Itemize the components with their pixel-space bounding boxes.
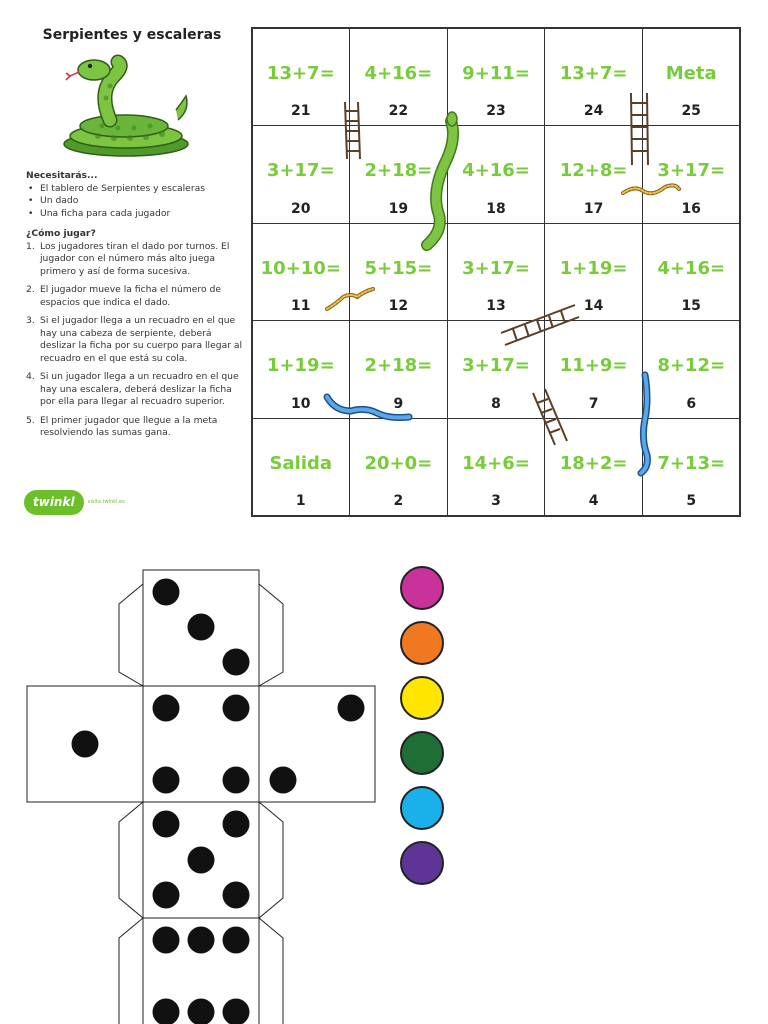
square-equation: 2+18= xyxy=(364,355,433,377)
square-number: 24 xyxy=(583,103,604,120)
board-square-7 xyxy=(544,320,643,419)
square-equation: 10+10= xyxy=(260,257,341,279)
die-pip xyxy=(223,767,250,794)
board-square-9 xyxy=(349,320,448,419)
board-square-24 xyxy=(544,28,643,127)
how-steps xyxy=(26,241,246,440)
step-text: El primer jugador que llegue a la meta resolviendo las sumas gana. xyxy=(40,414,218,438)
square-equation: 11+9= xyxy=(559,355,628,377)
board-square-11 xyxy=(252,223,351,322)
square-equation: 12+8= xyxy=(559,160,628,182)
square-equation: Meta xyxy=(665,62,717,84)
needs-heading: Necesitarás... xyxy=(26,170,98,181)
step-text: Si el jugador llega a un recuadro en el que hay una cabeza de serpiente, deberá deslizar la ficha por su cuerpo para llegar al recuadro en el que está su cola. xyxy=(40,315,243,364)
needs-item: • Un dado xyxy=(26,195,246,208)
die-pip xyxy=(223,811,250,838)
die-pip xyxy=(270,767,297,794)
die-pip xyxy=(153,811,180,838)
twinkl-logo xyxy=(24,488,125,516)
square-equation: 1+19= xyxy=(559,257,628,279)
board-square-1 xyxy=(252,418,351,517)
board-square-5 xyxy=(642,418,741,517)
square-number: 1 xyxy=(295,493,306,510)
square-number: 9 xyxy=(393,395,404,412)
square-number: 7 xyxy=(588,395,599,412)
board-square-14 xyxy=(544,223,643,322)
needs-list xyxy=(26,183,246,221)
die-pip xyxy=(153,579,180,606)
needs-item: • Una ficha para cada jugador xyxy=(26,208,246,221)
square-equation: 3+17= xyxy=(462,355,530,377)
step-number: 5. xyxy=(26,414,35,426)
square-equation: Salida xyxy=(269,452,333,474)
board-square-8 xyxy=(447,320,546,419)
die-pip xyxy=(223,927,250,954)
glue-tab xyxy=(259,918,283,1024)
square-equation: 18+2= xyxy=(559,452,628,474)
board-square-21 xyxy=(252,28,351,127)
how-step xyxy=(26,415,246,440)
board-square-6 xyxy=(642,320,741,419)
square-equation: 20+0= xyxy=(364,452,433,474)
board-square-4 xyxy=(544,418,643,517)
square-number: 18 xyxy=(486,200,506,217)
square-number: 20 xyxy=(291,200,311,217)
square-number: 2 xyxy=(393,493,404,510)
glue-tab xyxy=(259,584,283,686)
die-pip xyxy=(188,614,215,641)
square-number: 3 xyxy=(491,493,501,510)
step-number: 4. xyxy=(26,371,35,382)
square-equation: 13+7= xyxy=(559,62,628,84)
step-number: 2. xyxy=(26,284,35,295)
board-square-22 xyxy=(349,28,448,127)
step-text: Los jugadores tiran el dado por turnos. El jugador con el número más alto juega primero y así de forma sucesiva. xyxy=(40,240,230,277)
board-square-12 xyxy=(349,223,448,322)
board-square-25 xyxy=(642,28,741,127)
board-square-15 xyxy=(642,223,741,322)
board-square-20 xyxy=(252,125,351,224)
die-pip xyxy=(223,649,250,676)
how-heading: ¿Cómo jugar? xyxy=(26,228,96,239)
player-token xyxy=(400,676,444,720)
board-square-17 xyxy=(544,125,643,224)
board-square-18 xyxy=(447,125,546,224)
snake-illustration xyxy=(58,52,198,160)
square-number: 4 xyxy=(588,493,599,510)
board-square-19 xyxy=(349,125,448,224)
how-step xyxy=(26,315,246,365)
glue-tab xyxy=(119,802,143,918)
player-token xyxy=(400,786,444,830)
player-token xyxy=(400,841,444,885)
board-square-3 xyxy=(447,418,546,517)
glue-tab xyxy=(119,584,143,686)
die-pip xyxy=(153,882,180,909)
square-number: 17 xyxy=(583,200,604,217)
needs-item: • El tablero de Serpientes y escaleras xyxy=(26,183,246,196)
square-number: 19 xyxy=(388,200,409,217)
step-number: 1. xyxy=(26,240,35,252)
square-equation: 4+16= xyxy=(657,257,726,279)
square-equation: 2+18= xyxy=(364,160,433,182)
player-token xyxy=(400,621,444,665)
square-number: 10 xyxy=(291,395,311,412)
square-number: 5 xyxy=(686,493,697,510)
square-number: 8 xyxy=(491,395,501,412)
step-text: El jugador mueve la ficha el número de espacios que indica el dado. xyxy=(40,284,221,308)
die-pip xyxy=(338,695,365,722)
square-equation: 7+13= xyxy=(657,452,726,474)
page-title: Serpientes y escaleras xyxy=(42,27,222,43)
step-number: 3. xyxy=(26,315,35,326)
die-pip xyxy=(72,731,99,758)
square-number: 16 xyxy=(681,200,701,217)
square-number: 22 xyxy=(388,103,409,120)
square-equation: 4+16= xyxy=(462,160,530,182)
die-pip xyxy=(188,847,215,874)
square-number: 15 xyxy=(681,298,701,315)
square-number: 12 xyxy=(388,298,409,315)
square-equation: 3+17= xyxy=(266,160,335,182)
step-text: Si un jugador llega a un recuadro en el que hay una escalera, deberá deslizar la ficha por ella para llegar al recuadro superior. xyxy=(40,371,239,407)
how-step xyxy=(26,371,246,409)
glue-tab xyxy=(119,918,143,1024)
board-square-10 xyxy=(252,320,351,419)
square-number: 25 xyxy=(681,103,701,120)
square-equation: 13+7= xyxy=(266,62,335,84)
board-square-16 xyxy=(642,125,741,224)
square-number: 14 xyxy=(583,298,604,315)
die-pip xyxy=(223,695,250,722)
glue-tab xyxy=(259,802,283,918)
square-equation: 8+12= xyxy=(657,355,726,377)
square-equation: 3+17= xyxy=(657,160,726,182)
board-square-2 xyxy=(349,418,448,517)
square-number: 11 xyxy=(291,298,311,315)
square-equation: 14+6= xyxy=(462,452,530,474)
square-number: 13 xyxy=(486,298,506,315)
square-equation: 5+15= xyxy=(364,257,433,279)
square-number: 21 xyxy=(291,103,311,120)
square-number: 6 xyxy=(686,395,697,412)
game-board xyxy=(251,27,741,517)
square-equation: 3+17= xyxy=(462,257,530,279)
die-pip xyxy=(153,767,180,794)
how-step xyxy=(26,241,246,279)
board-square-23 xyxy=(447,28,546,127)
die-pip xyxy=(223,882,250,909)
square-equation: 1+19= xyxy=(266,355,335,377)
instructions xyxy=(26,170,246,446)
square-equation: 4+16= xyxy=(364,62,433,84)
player-token xyxy=(400,731,444,775)
player-token xyxy=(400,566,444,610)
logo-badge: twinkl xyxy=(24,490,84,515)
square-equation: 9+11= xyxy=(462,62,530,84)
how-step xyxy=(26,284,246,309)
square-number: 23 xyxy=(486,103,506,120)
logo-url: visita twinkl.es xyxy=(87,499,125,505)
die-pip xyxy=(153,927,180,954)
board-square-13 xyxy=(447,223,546,322)
die-pip xyxy=(188,927,215,954)
die-pip xyxy=(153,695,180,722)
die-net xyxy=(0,540,768,1024)
